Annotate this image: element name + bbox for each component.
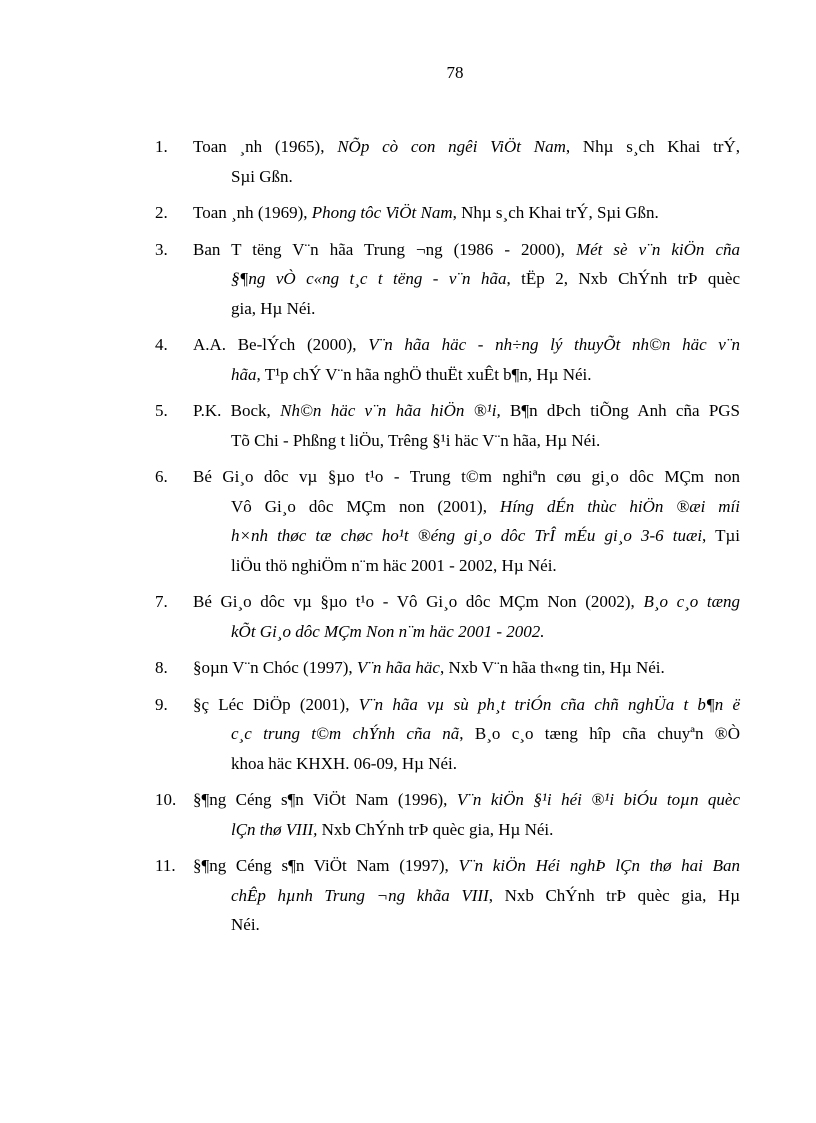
reference-number: 2. <box>155 203 168 222</box>
reference-line <box>193 132 740 162</box>
reference-title-italic: hãa <box>231 364 257 384</box>
reference-item <box>155 851 740 940</box>
reference-text-segment: , Nxb ChÝnh trÞ quèc gia, Hµ <box>488 885 740 905</box>
reference-text-segment: Bé Gi¸o dôc vµ §µo t¹o - Trung t©m nghiªn cøu gi¸o dôc MÇm non <box>193 467 740 486</box>
reference-text-segment: Tõ Chi - Phßng t liÖu, Trêng §¹i häc V¨n hãa, Hµ Néi. <box>231 430 601 450</box>
reference-line <box>193 785 740 815</box>
reference-text-segment: Bé Gi¸o dôc vµ §µo t¹o - Vô Gi¸o dôc MÇm Non (2002), <box>193 592 644 611</box>
reference-item <box>155 132 740 191</box>
reference-text-segment: Ban T tëng V¨n hãa Trung ¬ng (1986 - 2000), <box>193 239 576 259</box>
reference-line <box>193 617 740 647</box>
reference-text-segment: , T¹p chÝ V¨n hãa nghÖ thuËt xuÊt b¶n, Hµ Néi. <box>256 364 592 384</box>
reference-text <box>193 330 740 389</box>
reference-line <box>193 426 740 456</box>
reference-text-segment: , Nhµ s¸ch Khai trÝ, Sµi Gßn. <box>452 203 659 222</box>
reference-text-segment: Toan ¸nh (1969), <box>193 203 312 222</box>
reference-line <box>193 330 740 360</box>
reference-title-italic: c¸c trung t©m chÝnh cña nã <box>231 724 460 743</box>
reference-title-italic: kÕt Gi¸o dôc MÇm Non n¨m häc 2001 - 2002. <box>231 621 545 641</box>
reference-text <box>193 132 740 191</box>
reference-text-segment: A.A. Be-lÝch (2000), <box>193 335 369 354</box>
reference-item <box>155 198 740 228</box>
reference-title-italic: V¨n kiÖn §¹i héi ®¹i biÓu toµn quèc <box>456 790 740 809</box>
reference-text-segment: liÖu thö nghiÖm n¨m häc 2001 - 2002, Hµ Néi. <box>231 555 557 575</box>
reference-text-segment: khoa häc KHXH. 06-09, Hµ Néi. <box>231 753 458 773</box>
reference-text-segment: , Nxb V¨n hãa th«ng tin, Hµ Néi. <box>439 658 665 677</box>
reference-text-segment: Sµi Gßn. <box>231 166 293 186</box>
reference-line <box>193 719 740 749</box>
reference-title-italic: B¸o c¸o tæng <box>643 592 740 611</box>
reference-title-italic: §¶ng vÒ c«ng t¸c t tëng - v¨n hãa <box>231 269 507 288</box>
reference-line <box>193 587 740 617</box>
reference-item <box>155 785 740 844</box>
reference-item <box>155 690 740 779</box>
reference-number: 1. <box>155 137 168 156</box>
reference-title-italic: Mét sè v¨n kiÖn cña <box>575 239 740 259</box>
reference-text <box>193 198 740 228</box>
reference-number: 11. <box>155 856 176 875</box>
reference-text-segment: P.K. Bock, <box>193 401 281 420</box>
reference-line <box>193 910 740 940</box>
reference-number: 8. <box>155 658 168 677</box>
reference-title-italic: Híng dÉn thùc hiÖn ®æi míi <box>499 496 741 516</box>
reference-line <box>193 264 740 294</box>
reference-text-segment: , B¸o c¸o tæng hîp cña chuyªn ®Ò <box>459 724 740 743</box>
reference-title-italic: V¨n hãa vµ sù ph¸t triÓn cña chñ nghÜa t b¶n ë <box>358 694 740 714</box>
reference-line <box>193 360 740 390</box>
reference-text-segment: §¶ng Céng s¶n ViÖt Nam (1997), <box>193 856 459 875</box>
reference-line <box>193 294 740 324</box>
reference-number: 9. <box>155 694 168 714</box>
reference-text-segment: Néi. <box>231 915 260 934</box>
reference-line <box>193 551 740 581</box>
reference-line <box>193 462 740 492</box>
reference-text <box>193 785 740 844</box>
reference-line <box>193 396 740 426</box>
reference-text-segment: , tËp 2, Nxb ChÝnh trÞ quèc <box>506 269 740 288</box>
reference-line <box>193 851 740 881</box>
reference-number: 4. <box>155 335 168 354</box>
reference-title-italic: Nh©n häc v¨n hãa hiÖn ®¹i, <box>280 401 501 420</box>
reference-title-italic: h×nh thøc tæ chøc ho¹t ®éng gi¸o dôc TrÎ mÉu gi¸o 3-6 tuæi <box>231 526 703 545</box>
reference-text-segment: §oµn V¨n Chóc (1997), <box>193 658 357 677</box>
reference-number: 5. <box>155 401 168 420</box>
reference-line <box>193 690 740 720</box>
reference-text-segment: §¶ng Céng s¶n ViÖt Nam (1996), <box>193 790 457 809</box>
reference-item <box>155 462 740 580</box>
reference-item <box>155 587 740 646</box>
reference-title-italic: V¨n hãa häc <box>356 658 440 677</box>
reference-text <box>193 851 740 940</box>
reference-text <box>193 690 740 779</box>
reference-line <box>193 492 740 522</box>
page-number: 78 <box>446 63 464 82</box>
reference-line <box>193 653 740 683</box>
reference-text <box>193 587 740 646</box>
reference-text <box>193 396 740 455</box>
reference-item <box>155 396 740 455</box>
reference-number: 6. <box>155 467 168 486</box>
reference-line <box>193 815 740 845</box>
reference-line <box>193 198 740 228</box>
reference-line <box>193 162 740 192</box>
reference-line <box>193 749 740 779</box>
reference-item <box>155 330 740 389</box>
reference-text-segment: §ç Léc DiÖp (2001), <box>193 694 359 714</box>
reference-title-italic: V¨n kiÖn Héi nghÞ lÇn thø hai Ban <box>458 856 740 875</box>
reference-line <box>193 235 740 265</box>
reference-text-segment: gia, Hµ Néi. <box>231 298 316 318</box>
reference-item <box>155 653 740 683</box>
reference-text-segment: , Tµi <box>702 526 740 545</box>
reference-text <box>193 462 740 580</box>
reference-text-segment: Vô Gi¸o dôc MÇm non (2001), <box>231 496 500 516</box>
reference-title-italic: V¨n hãa häc - nh÷ng lý thuyÕt nh©n häc v¨n <box>368 335 740 354</box>
reference-number: 10. <box>155 790 177 809</box>
reference-list <box>155 132 740 947</box>
reference-item <box>155 235 740 324</box>
reference-text-segment: , Nhµ s¸ch Khai trÝ, <box>565 137 740 156</box>
reference-title-italic: NÕp cò con ngêi ViÖt Nam <box>337 137 566 156</box>
reference-number: 7. <box>155 592 168 611</box>
reference-title-italic: lÇn thø VIII, <box>231 819 318 839</box>
reference-title-italic: chÊp hµnh Trung ¬ng khãa VIII <box>231 885 489 905</box>
reference-text-segment: Nxb ChÝnh trÞ quèc gia, Hµ Néi. <box>317 819 554 839</box>
reference-line <box>193 521 740 551</box>
reference-number: 3. <box>155 239 168 259</box>
reference-text <box>193 235 740 324</box>
reference-text-segment: B¶n dÞch tiÕng Anh cña PGS <box>500 401 741 420</box>
reference-line <box>193 881 740 911</box>
reference-text <box>193 653 740 683</box>
reference-text-segment: Toan ¸nh (1965), <box>193 137 338 156</box>
reference-title-italic: Phong tôc ViÖt Nam <box>311 203 453 222</box>
